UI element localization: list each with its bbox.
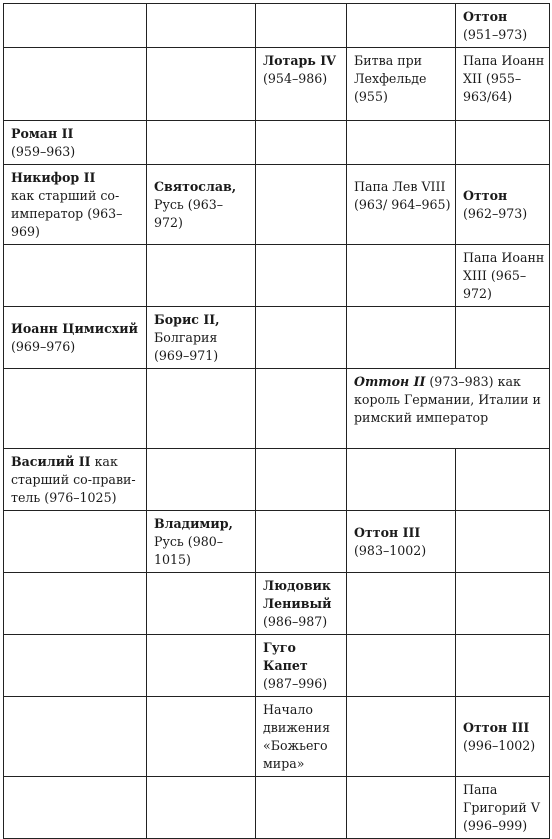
ruler-name: Борис II,: [154, 312, 220, 327]
table-row: [4, 697, 550, 777]
cell-empty: [4, 511, 147, 573]
cell-empty: [256, 511, 347, 573]
cell-sviatoslav: [147, 165, 256, 245]
table-row: [4, 245, 550, 307]
ruler-dates: как старший со-император (963–969): [11, 188, 123, 239]
cell-empty: [147, 449, 256, 511]
cell-empty: [4, 777, 147, 839]
event-text: Папа Иоанн XIII (965–972): [463, 250, 545, 301]
cell-empty: [347, 573, 456, 635]
ruler-dates: (986–987): [263, 614, 328, 629]
cell-boris-ii: [147, 307, 256, 369]
cell-empty: [347, 245, 456, 307]
cell-empty: [256, 4, 347, 48]
ruler-dates: (951–973): [463, 27, 528, 42]
cell-basil-ii: [4, 449, 147, 511]
table-row: [4, 48, 550, 121]
cell-empty: [4, 4, 147, 48]
cell-otto-ii: [347, 369, 550, 449]
cell-empty: [4, 635, 147, 697]
ruler-dates: (983–1002): [354, 543, 427, 558]
ruler-name: Святослав,: [154, 179, 237, 194]
ruler-name: Лотарь IV: [263, 53, 336, 68]
cell-empty: [456, 121, 550, 165]
ruler-name: Оттон II: [354, 374, 426, 389]
cell-romanos-ii: [4, 121, 147, 165]
chronology-table: [3, 3, 550, 839]
cell-otto-iii-king: [347, 511, 456, 573]
ruler-name: Оттон: [463, 9, 508, 24]
table-row: [4, 307, 550, 369]
ruler-name: Людовик Ленивый: [263, 578, 332, 611]
cell-empty: [456, 511, 550, 573]
cell-empty: [147, 573, 256, 635]
cell-empty: [147, 369, 256, 449]
cell-otto-iii-emperor: [456, 697, 550, 777]
cell-empty: [256, 245, 347, 307]
event-text: Папа Иоанн XII (955–963/64): [463, 53, 545, 104]
cell-empty: [4, 48, 147, 121]
cell-empty: [4, 245, 147, 307]
ruler-dates: (987–996): [263, 676, 328, 691]
table-row: [4, 4, 550, 48]
ruler-name: Иоанн Цимисхий: [11, 321, 138, 336]
ruler-dates: (996–1002): [463, 738, 536, 753]
cell-empty: [4, 369, 147, 449]
cell-empty: [256, 369, 347, 449]
cell-otto-i: [456, 4, 550, 48]
cell-empty: [147, 121, 256, 165]
cell-pope-gregory-v: [456, 777, 550, 839]
ruler-dates: (973–983) как король Германии, Италии и римский император: [354, 374, 541, 425]
ruler-dates: Болгария (969–971): [154, 330, 219, 363]
event-text: Начало движения «Божьего мира»: [263, 702, 331, 771]
ruler-name: Никифор II: [11, 170, 96, 185]
ruler-dates: Русь (963–972): [154, 197, 224, 230]
cell-empty: [256, 449, 347, 511]
cell-battle-lechfeld: [347, 48, 456, 121]
cell-pope-john-xii: [456, 48, 550, 121]
cell-empty: [347, 4, 456, 48]
table-row: [4, 511, 550, 573]
ruler-dates: как старший со-прави-тель (976–1025): [11, 454, 136, 505]
cell-empty: [347, 635, 456, 697]
cell-empty: [347, 121, 456, 165]
cell-empty: [456, 635, 550, 697]
table-row: [4, 121, 550, 165]
cell-pope-leo-viii: [347, 165, 456, 245]
cell-empty: [256, 777, 347, 839]
cell-otto-i-emperor: [456, 165, 550, 245]
cell-empty: [347, 697, 456, 777]
cell-empty: [347, 777, 456, 839]
ruler-dates: (959–963): [11, 144, 76, 159]
cell-empty: [256, 121, 347, 165]
ruler-dates: (962–973): [463, 206, 528, 221]
ruler-name: Оттон III: [354, 525, 421, 540]
cell-empty: [256, 307, 347, 369]
ruler-name: Роман II: [11, 126, 74, 141]
event-text: Папа Лев VIII (963/ 964–965): [354, 179, 451, 212]
cell-empty: [256, 165, 347, 245]
cell-empty: [147, 777, 256, 839]
ruler-name: Василий II: [11, 454, 91, 469]
cell-empty: [347, 449, 456, 511]
ruler-dates: (969–976): [11, 339, 76, 354]
table-row: [4, 369, 550, 449]
cell-empty: [4, 573, 147, 635]
cell-empty: [347, 307, 456, 369]
cell-empty: [4, 697, 147, 777]
ruler-dates: Русь (980–1015): [154, 534, 224, 567]
cell-hugh-capet: [256, 635, 347, 697]
ruler-name: Владимир,: [154, 516, 233, 531]
cell-peace-of-god: [256, 697, 347, 777]
ruler-name: Гуго Капет: [263, 640, 308, 673]
cell-nikephoros-ii: [4, 165, 147, 245]
cell-louis-v: [256, 573, 347, 635]
ruler-name: Оттон III: [463, 720, 530, 735]
cell-lothair-iv: [256, 48, 347, 121]
table-row: [4, 449, 550, 511]
cell-john-tzimiskes: [4, 307, 147, 369]
ruler-name: Оттон: [463, 188, 508, 203]
table-row: [4, 777, 550, 839]
cell-vladimir: [147, 511, 256, 573]
ruler-dates: (954–986): [263, 71, 328, 86]
table-row: [4, 573, 550, 635]
event-text: Папа Григорий V (996–999): [463, 782, 540, 833]
cell-empty: [456, 573, 550, 635]
cell-empty: [147, 4, 256, 48]
table-row: [4, 635, 550, 697]
event-text: Битва при Лехфельде (955): [354, 53, 427, 104]
cell-empty: [147, 635, 256, 697]
cell-empty: [456, 449, 550, 511]
cell-pope-john-xiii: [456, 245, 550, 307]
table-row: [4, 165, 550, 245]
cell-empty: [147, 48, 256, 121]
cell-empty: [456, 307, 550, 369]
cell-empty: [147, 245, 256, 307]
cell-empty: [147, 697, 256, 777]
